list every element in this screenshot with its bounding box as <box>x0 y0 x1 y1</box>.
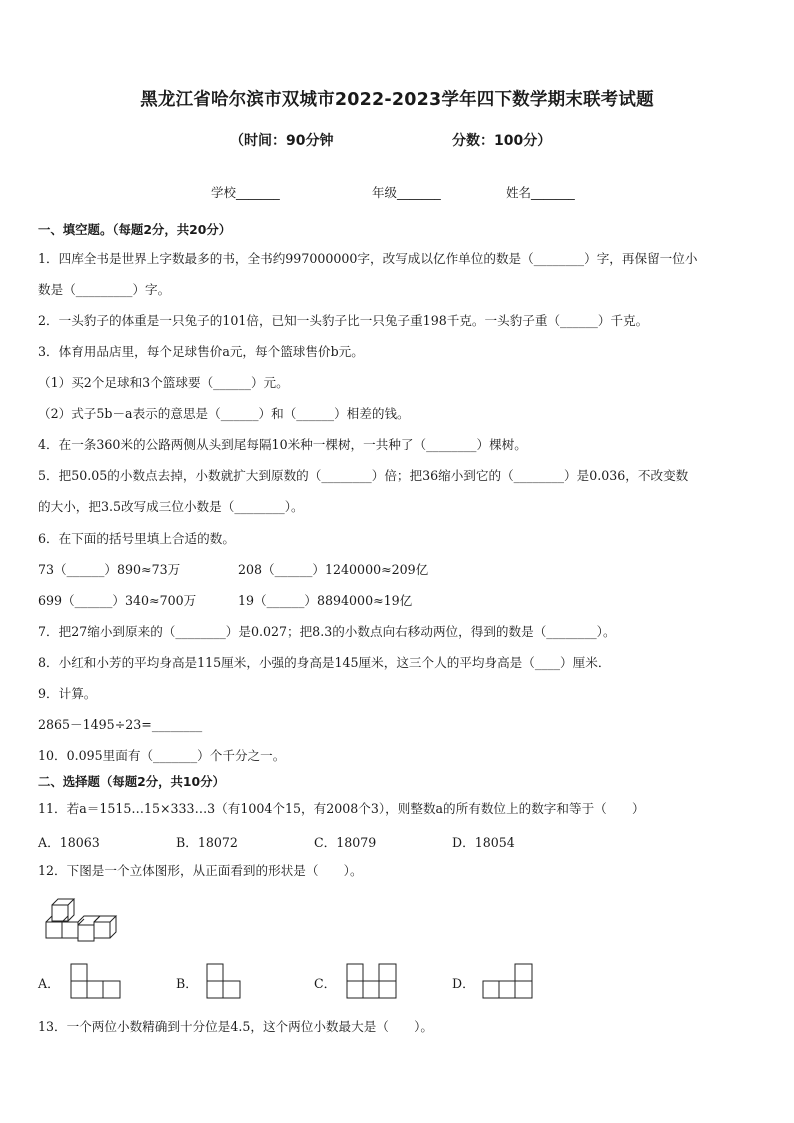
q12-option-c-view <box>346 963 398 999</box>
section-fill-in: 一、填空题。（每题2分，共20分） <box>38 222 232 237</box>
question-8: 8．小红和小芳的平均身高是115厘米，小强的身高是145厘米，这三个人的平均身高是（____）厘米． <box>38 655 611 670</box>
question-4: 4．在一条360米的公路两侧从头到尾每隔10米种一棵树，一共种了（________）棵树。 <box>38 437 527 452</box>
question-7: 7．把27缩小到原来的（________）是0.027；把8.3的小数点向右移动两位，得到的数是（________）。 <box>38 624 616 639</box>
question-6-item-3: 699（______）340≈700万 <box>38 593 197 608</box>
question-12: 12．下图是一个立体图形，从正面看到的形状是（ ）。 <box>38 863 363 878</box>
q11-option-d: D．18054 <box>452 835 515 850</box>
grade-field: 年级_______ <box>372 185 441 200</box>
q12-option-b-label: B． <box>176 976 198 991</box>
school-field: 学校_______ <box>211 185 280 200</box>
question-6-item-4: 19（______）8894000≈19亿 <box>238 593 413 608</box>
question-1-line-1: 1．四库全书是世界上字数最多的书，全书约997000000字，改写成以亿作单位的数是（________）字，再保留一位小 <box>38 251 698 266</box>
q12-option-a-label: A． <box>38 976 60 991</box>
question-9-expression: 2865－1495÷23=________ <box>38 717 203 732</box>
question-5-line-1: 5．把50.05的小数点去掉，小数就扩大到原数的（________）倍；把36缩小到它的（________）是0.036，不改变数 <box>38 468 689 483</box>
q12-option-a-view <box>70 963 122 999</box>
question-10: 10．0.095里面有（_______）个千分之一。 <box>38 748 286 763</box>
question-1-line-2: 数是（_________）字。 <box>38 282 171 297</box>
question-11: 11．若a＝1515…15×333…3（有1004个15，有2008个3），则整数a的所有数位上的数字和等于（ ） <box>38 801 645 816</box>
question-6-item-2: 208（______）1240000≈209亿 <box>238 562 429 577</box>
exam-score: 分数：100分） <box>452 133 552 149</box>
section-multiple-choice: 二、选择题（每题2分，共10分） <box>38 774 225 789</box>
question-6-item-1: 73（______）890≈73万 <box>38 562 181 577</box>
question-2: 2．一头豹子的体重是一只兔子的101倍，已知一头豹子比一只兔子重198千克。一头豹子重（______）千克。 <box>38 313 649 328</box>
q12-option-b-view <box>206 963 242 999</box>
exam-time: （时间：90分钟 <box>230 133 334 149</box>
q12-option-d-view <box>482 963 534 999</box>
question-9: 9．计算。 <box>38 686 97 701</box>
question-6: 6．在下面的括号里填上合适的数。 <box>38 531 235 546</box>
name-field: 姓名_______ <box>506 185 575 200</box>
q11-option-c: C．18079 <box>314 835 377 850</box>
q11-option-a: A．18063 <box>38 835 100 850</box>
q12-option-d-label: D． <box>452 976 475 991</box>
question-3-part-1: （1）买2个足球和3个篮球要（______）元。 <box>38 375 289 390</box>
exam-title: 黑龙江省哈尔滨市双城市2022-2023学年四下数学期末联考试题 <box>140 90 654 110</box>
question-3: 3．体育用品店里，每个足球售价a元，每个篮球售价b元。 <box>38 344 364 359</box>
question-13: 13．一个两位小数精确到十分位是4.5，这个两位小数最大是（ ）。 <box>38 1019 433 1034</box>
q11-option-b: B．18072 <box>176 835 238 850</box>
cube-figure <box>44 895 114 945</box>
question-3-part-2: （2）式子5b－a表示的意思是（______）和（______）相差的钱。 <box>38 406 410 421</box>
question-5-line-2: 的大小，把3.5改写成三位小数是（________）。 <box>38 499 304 514</box>
q12-option-c-label: C． <box>314 976 337 991</box>
